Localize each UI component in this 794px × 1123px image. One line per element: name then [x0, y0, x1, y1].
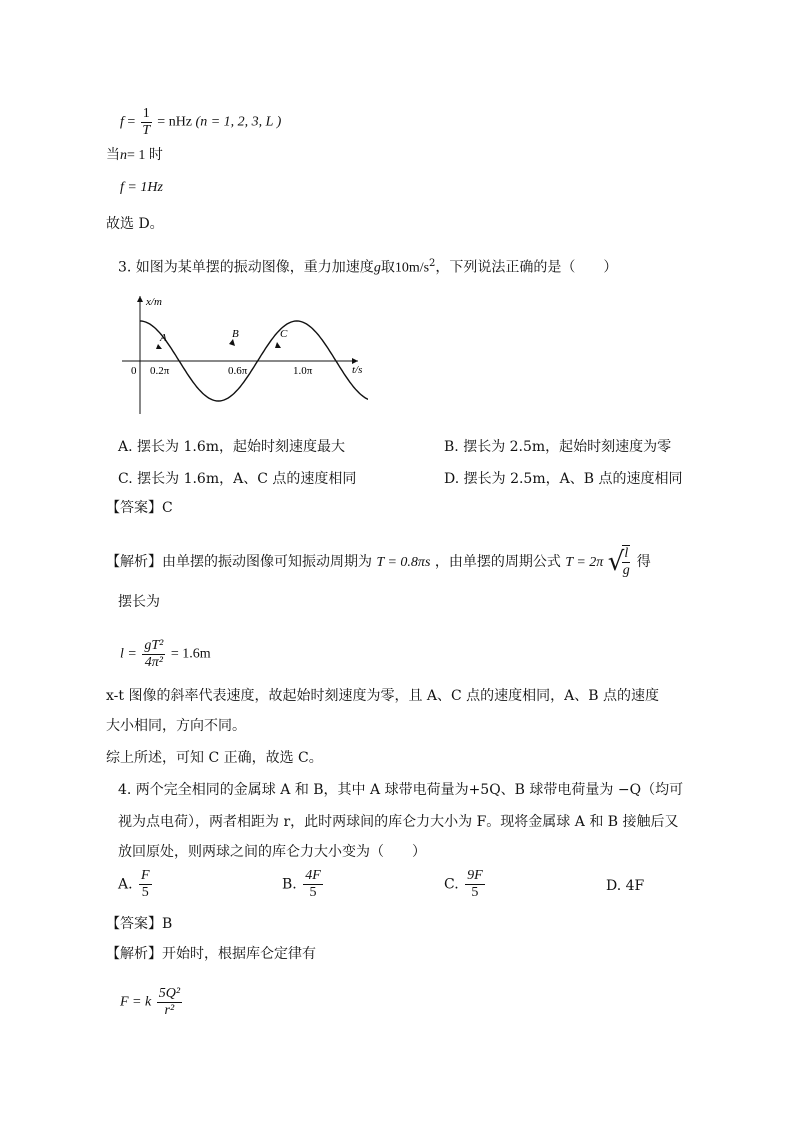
slope-line-1: x-t 图像的斜率代表速度，故起始时刻速度为零，且 A、C 点的速度相同，A、B 点的速度 [106, 688, 660, 704]
slope-line-2: 大小相同，方向不同。 [106, 718, 246, 734]
q3-option-b[interactable]: B. 摆长为 2.5m，起始时刻速度为零 [444, 439, 672, 455]
oscillation-graph [118, 292, 368, 422]
point-label-a: A [160, 332, 167, 344]
formula-f-line: f = $\frac{1}{T}$ = nHz (n = 1, 2, 3, L ) [120, 106, 282, 138]
tick-label-1: 0.6π [228, 365, 248, 377]
f-result-line: f = 1Hz [120, 180, 163, 195]
when-n1-line: 当n= 1 时 [106, 147, 163, 163]
y-axis-label: x/m [146, 296, 162, 308]
point-label-b: B [232, 328, 239, 340]
q4-line-3: 放回原处，则两球之间的库仑力大小变为（ ） [118, 844, 426, 860]
q4-option-a[interactable]: A. $\frac{F}{5}$ [118, 868, 150, 900]
q4-option-b[interactable]: B. $\frac{4F}{5}$ [282, 868, 321, 900]
point-c-arrow [275, 342, 281, 348]
length-formula: l = $\frac{\text{gT²}}{\text{4π²}}$ = 1.6m [120, 638, 211, 670]
q3-analysis: 【解析】由单摆的振动图像可知振动周期为 T = 0.8πs ，由单摆的周期公式 T = 2π √ $\frac{l}{g}$ 得 [106, 546, 651, 578]
length-fraction: $\frac{\text{gT²}}{\text{4π²}}$ [144, 638, 164, 670]
q4-option-c[interactable]: C. $\frac{9F}{5}$ [444, 868, 483, 900]
q4-line-1: 4. 两个完全相同的金属球 A 和 B，其中 A 球带电荷量为+5Q、B 球带电荷量为 −Q（均可 [118, 782, 684, 798]
fraction: $\frac{1}{T}$ [142, 106, 151, 138]
point-b-arrow [229, 339, 235, 346]
q3-answer: 【答案】C [106, 500, 173, 516]
tick-label-0: 0.2π [150, 365, 170, 377]
q3-option-c[interactable]: C. 摆长为 1.6m，A、C 点的速度相同 [118, 471, 357, 487]
q3-option-d[interactable]: D. 摆长为 2.5m，A、B 点的速度相同 [444, 471, 683, 487]
choose-d-line: 故选 D。 [106, 216, 164, 232]
length-label: 摆长为 [118, 594, 160, 610]
tick-label-2: 1.0π [293, 365, 313, 377]
q4-option-d[interactable]: D. 4F [606, 878, 645, 894]
coulomb-fraction: $\frac{\text{5Q²}}{\text{r²}}$ [158, 986, 181, 1018]
q4-analysis: 【解析】开始时，根据库仑定律有 [106, 946, 316, 962]
point-a-arrow [156, 344, 162, 349]
coulomb-formula: F = k $\frac{\text{5Q²}}{\text{r²}}$ [120, 986, 181, 1018]
q3-stem: 3. 如图为某单摆的振动图像，重力加速度g取$10m/s^2$，下列说法正确的是（ ） [118, 258, 618, 276]
q4-line-2: 视为点电荷），两者相距为 r，此时两球间的库仑力大小为 F。现将金属球 A 和 B 接触后又 [118, 814, 679, 830]
sqrt-expression: √ $\frac{l}{g}$ [607, 546, 630, 578]
q3-conclusion: 综上所述，可知 C 正确，故选 C。 [106, 750, 323, 766]
q3-option-a[interactable]: A. 摆长为 1.6m，起始时刻速度最大 [118, 439, 346, 455]
origin-label: 0 [131, 365, 137, 377]
point-label-c: C [280, 328, 288, 340]
q4-answer: 【答案】B [106, 916, 173, 932]
x-axis-label: t/s [352, 364, 363, 376]
